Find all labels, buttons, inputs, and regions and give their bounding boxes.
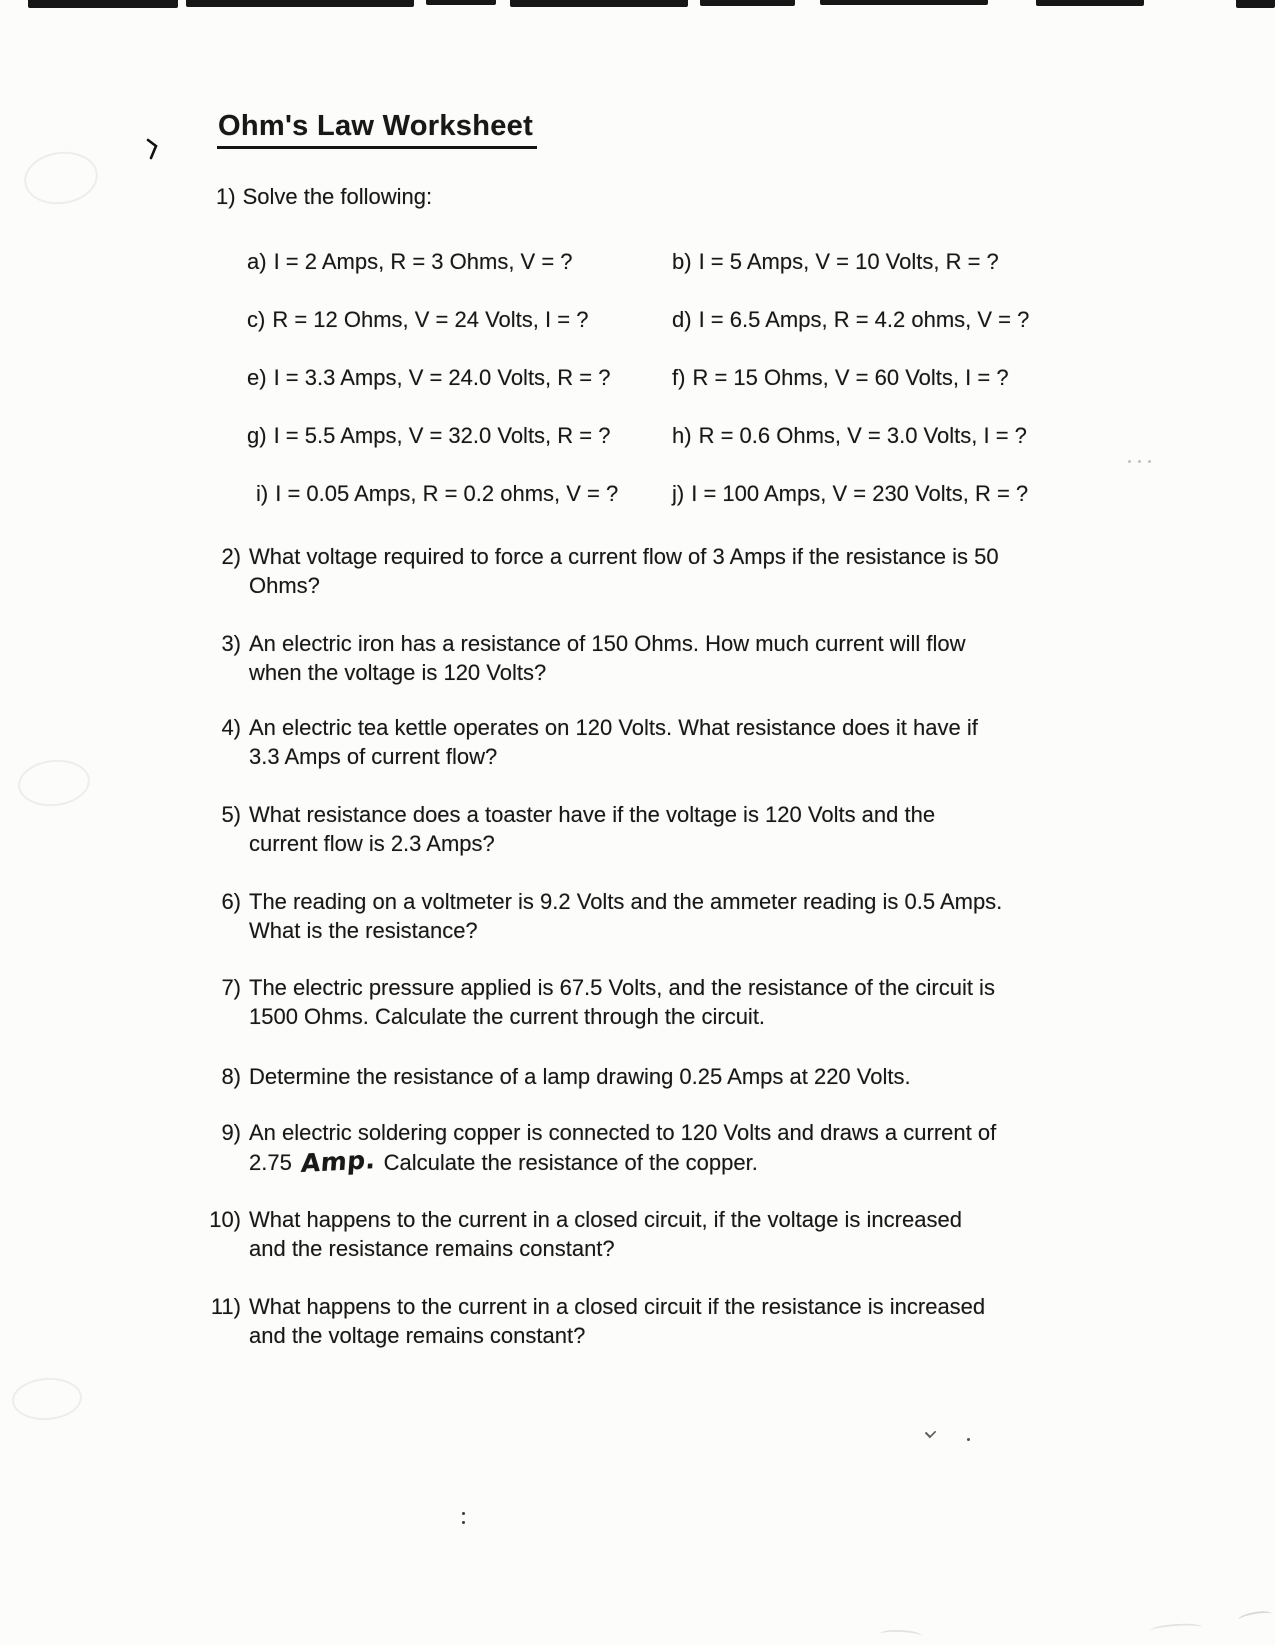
question-line: An electric tea kettle operates on 120 Volts. What resistance does it have if — [249, 715, 978, 740]
scan-speck-check — [925, 1427, 936, 1438]
question-line: and the resistance remains constant? — [249, 1236, 615, 1261]
part-b: b) I = 5 Amps, V = 10 Volts, R = ? — [672, 249, 999, 274]
question-5: 5) What resistance does a toaster have if the voltage is 120 Volts and the current flow is 2.3 Amps? — [221, 802, 936, 856]
question-line: Determine the resistance of a lamp drawing 0.25 Amps at 220 Volts. — [249, 1064, 911, 1089]
hole-punch-shadow — [16, 756, 92, 809]
part-d: d) I = 6.5 Amps, R = 4.2 ohms, V = ? — [672, 307, 1030, 332]
question-line: What happens to the current in a closed circuit, if the voltage is increased — [249, 1207, 962, 1232]
question-10: 10) What happens to the current in a closed circuit, if the voltage is increased and the resistance remains constant? — [209, 1207, 962, 1261]
question-1-label: 1) — [216, 184, 236, 209]
part-a: a) I = 2 Amps, R = 3 Ohms, V = ? — [247, 249, 573, 274]
question-1-text: Solve the following: — [242, 184, 433, 209]
part-c: c) R = 12 Ohms, V = 24 Volts, I = ? — [247, 307, 589, 332]
question-line: An electric iron has a resistance of 150 Ohms. How much current will flow — [249, 631, 966, 656]
question-line: The reading on a voltmeter is 9.2 Volts and the ammeter reading is 0.5 Amps. — [249, 889, 1003, 914]
pen-tick-mark — [145, 138, 161, 160]
question-4: 4) An electric tea kettle operates on 120 Volts. What resistance does it have if 3.3 Amps of current flow? — [221, 715, 978, 769]
question-line: What voltage required to force a current flow of 3 Amps if the resistance is 50 — [249, 544, 999, 569]
scan-smudge — [1150, 1622, 1203, 1636]
question-8: 8) Determine the resistance of a lamp drawing 0.25 Amps at 220 Volts. — [221, 1064, 911, 1089]
part-g: g) I = 5.5 Amps, V = 32.0 Volts, R = ? — [247, 423, 611, 448]
question-line: The electric pressure applied is 67.5 Volts, and the resistance of the circuit is — [249, 975, 995, 1000]
question-line: What is the resistance? — [249, 918, 478, 943]
scan-speck-colon — [462, 1512, 465, 1530]
question-line: 3.3 Amps of current flow? — [249, 744, 498, 769]
question-line: Ohms? — [249, 573, 320, 598]
part-j: j) I = 100 Amps, V = 230 Volts, R = ? — [672, 481, 1029, 506]
question-line: What resistance does a toaster have if the voltage is 120 Volts and the — [249, 802, 936, 827]
scan-speck-dot — [967, 1438, 970, 1441]
question-1 — [216, 184, 432, 210]
scan-smudge — [1237, 1609, 1272, 1625]
scan-artifact-top-edge — [0, 0, 1275, 12]
question-2: 2) What voltage required to force a current flow of 3 Amps if the resistance is 50 Ohms? — [221, 544, 999, 598]
question-line: An electric soldering copper is connected to 120 Volts and draws a current of — [249, 1120, 997, 1145]
question-line: current flow is 2.3 Amps? — [249, 831, 495, 856]
part-f: f) R = 15 Ohms, V = 60 Volts, I = ? — [672, 365, 1009, 390]
scan-smudge — [880, 1629, 922, 1641]
hole-punch-shadow — [21, 147, 102, 209]
question-7: 7) The electric pressure applied is 67.5 Volts, and the resistance of the circuit is 1500 Ohms. Calculate the current through the circuit. — [221, 975, 995, 1029]
question-3: 3) An electric iron has a resistance of 150 Ohms. How much current will flow when the voltage is 120 Volts? — [221, 631, 966, 685]
part-i: i) I = 0.05 Amps, R = 0.2 ohms, V = ? — [256, 481, 619, 506]
question-11: 11) What happens to the current in a closed circuit if the resistance is increased and the voltage remains constant? — [210, 1294, 986, 1348]
handwritten-amp-annotation: Amp. — [299, 1144, 377, 1179]
part-e: e) I = 3.3 Amps, V = 24.0 Volts, R = ? — [247, 365, 611, 390]
question-9-value: 2.75 — [249, 1150, 292, 1175]
question-9: 9) An electric soldering copper is connected to 120 Volts and draws a current of 2.75 Amp. Calculate the resistance of the copper. — [221, 1120, 997, 1179]
question-9-rest: Calculate the resistance of the copper. — [383, 1150, 758, 1175]
question-line: What happens to the current in a closed circuit if the resistance is increased — [249, 1294, 986, 1319]
question-line: 1500 Ohms. Calculate the current through the circuit. — [249, 1004, 766, 1029]
page-title: Ohm's Law Worksheet — [217, 110, 537, 149]
question-6: 6) The reading on a voltmeter is 9.2 Volts and the ammeter reading is 0.5 Amps. What is the resistance? — [221, 889, 1003, 943]
scan-speck-dots — [1128, 460, 1151, 463]
question-line: and the voltage remains constant? — [249, 1323, 586, 1348]
question-line: when the voltage is 120 Volts? — [249, 660, 547, 685]
part-h: h) R = 0.6 Ohms, V = 3.0 Volts, I = ? — [672, 423, 1027, 448]
hole-punch-shadow — [11, 1376, 84, 1423]
